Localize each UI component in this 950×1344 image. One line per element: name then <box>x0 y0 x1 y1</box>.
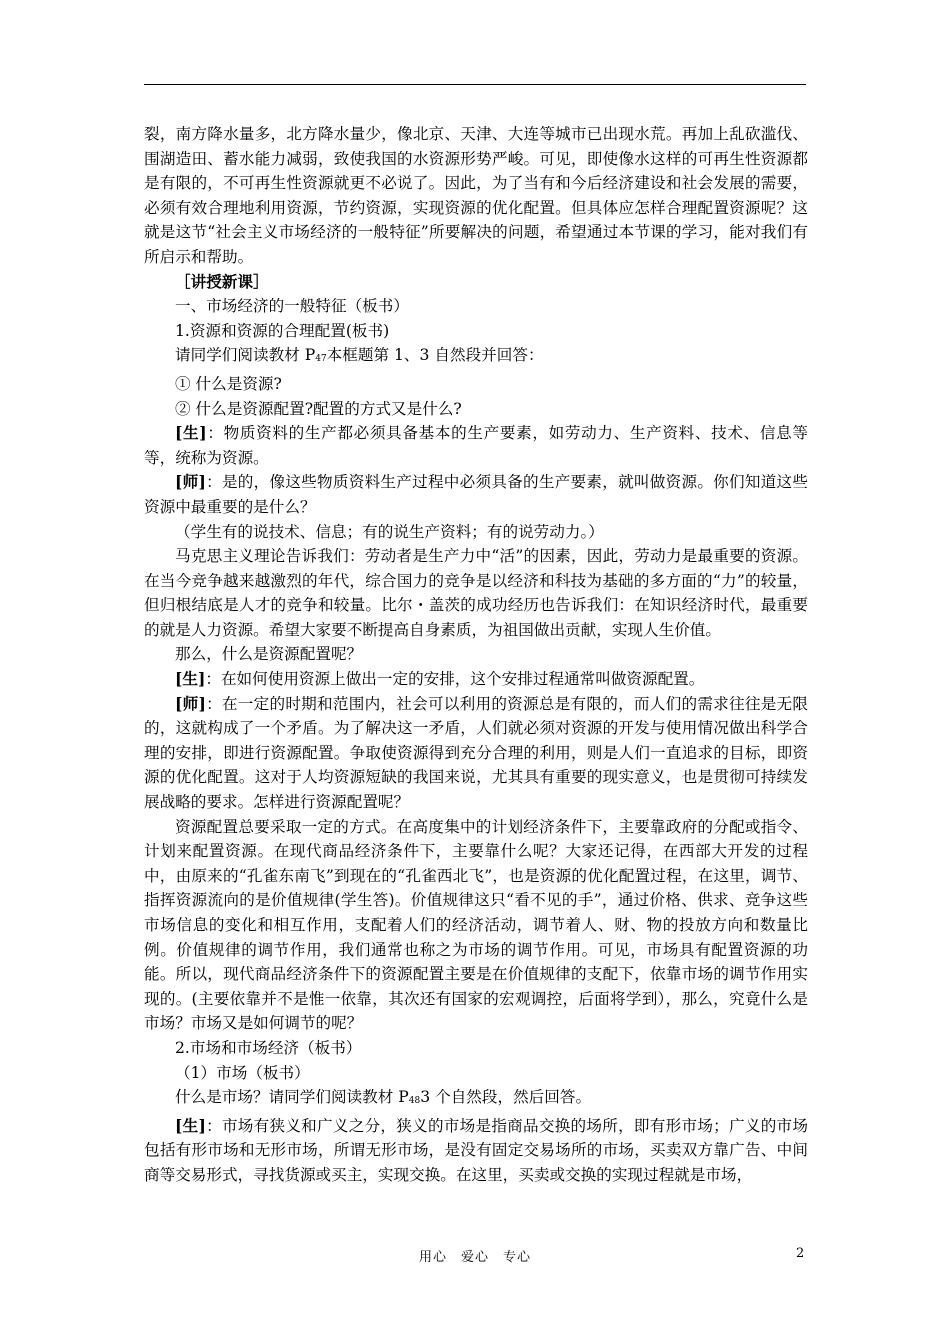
paragraph <box>144 544 808 642</box>
paragraph <box>144 270 808 295</box>
paragraph <box>144 692 808 815</box>
paragraph-text: 什么是市场？请同学们阅读教材 P <box>175 1088 409 1107</box>
subscript-text: 47 <box>315 354 327 365</box>
paragraph-text: ：在如何使用资源上做出一定的安排，这个安排过程通常叫做资源配置。 <box>205 670 705 689</box>
paragraph <box>144 815 808 1036</box>
paragraph <box>144 122 808 270</box>
paragraph <box>144 421 808 470</box>
paragraph <box>144 1114 808 1188</box>
paragraph-text: 2.市场和市场经济（板书） <box>175 1038 362 1057</box>
paragraph-text: [生] <box>175 669 206 689</box>
document-body <box>144 122 808 1188</box>
paragraph-text: 资源配置总要采取一定的方式。在高度集中的计划经济条件下，主要靠政府的分配或指令、计划来配置资源。在现代商品经济条件下，主要靠什么呢？大家还记得，在西部大开发的过程中，由原来的“孔雀东南飞”到现在的“孔雀西北飞”，也是资源的优化配置过程，在这里，调节、指挥资源流向的是价值规律(学生答)。价值规律这只“看不见的手”，通过价格、供求、竞争这些市场信息的变化和相互作用，支配着人们的经济活动，调节着人、财、物的投放方向和数量比例。价值规律的调节作用，我们通常也称之为市场的调节作用。可见，市场具有配置资源的功能。所以，现代商品经济条件下的资源配置主要是在价值规律的支配下，依靠市场的调节作用实现的。(主要依靠并不是惟一依靠，其次还有国家的宏观调控，后面将学到），那么，究竟什么是市场？市场又是如何调节的呢？ <box>144 817 808 1033</box>
paragraph <box>144 520 808 545</box>
paragraph-text: （1）市场（板书） <box>175 1063 310 1082</box>
paragraph-text: ：在一定的时期和范围内，社会可以利用的资源总是有限的，而人们的需求往往是无限的，这就构成了一个矛盾。为了解决这一矛盾，人们就必须对资源的开发与使用情况做出科学合理的安排，即进行资源配置。争取使资源得到充分合理的利用，则是人们一直追求的目标，即资源的优化配置。这对于人均资源短缺的我国来说，尤其具有重要的现实意义，也是贯彻可持续发展战略的要求。怎样进行资源配置呢？ <box>144 694 808 812</box>
paragraph-text: （学生有的说技术、信息；有的说生产资料；有的说劳动力。） <box>175 522 604 541</box>
paragraph <box>144 1036 808 1061</box>
paragraph-text: [生] <box>175 423 207 443</box>
paragraph-text: 裂，南方降水量多，北方降水量少，像北京、天津、大连等城市已出现水荒。再加上乱砍滥伐、围湖造田、蓄水能力减弱，致使我国的水资源形势严峻。可见，即使像水这样的可再生性资源都是有限的，不可再生性资源就更不必说了。因此，为了当有和今后经济建设和社会发展的需要，必须有效合理地利用资源，节约资源，实现资源的优化配置。但具体应怎样合理配置资源呢？这就是这节“社会主义市场经济的一般特征”所要解决的问题，希望通过本节课的学习，能对我们有所启示和帮助。 <box>144 125 808 266</box>
paragraph-text: 请同学们阅读教材 P <box>175 346 316 365</box>
paragraph-text: ：市场有狭义和广义之分，狭义的市场是指商品交换的场所，即有形市场；广义的市场包括有形市场和无形市场，所谓无形市场，是没有固定交易场所的市场，买卖双方靠广告、中间商等交易形式，寻找货源或买主，实现交换。在这里，买卖或交换的实现过程就是市场， <box>144 1116 808 1184</box>
paragraph-text: ［讲授新课］ <box>175 271 269 291</box>
paragraph <box>144 294 808 319</box>
paragraph-text: 本框题第 1、3 自然段并回答： <box>326 346 544 365</box>
paragraph-text: ② 什么是资源配置?配置的方式又是什么? <box>175 399 462 418</box>
paragraph <box>144 1061 808 1086</box>
paragraph-text: [师] <box>175 472 206 492</box>
paragraph-text: 1.资源和资源的合理配置(板书) <box>175 321 390 340</box>
paragraph <box>144 372 808 397</box>
paragraph <box>144 1085 808 1114</box>
paragraph <box>144 667 808 692</box>
paragraph-text: 3 个自然段，然后回答。 <box>420 1088 592 1107</box>
page-number: 2 <box>796 1246 805 1261</box>
paragraph-text: ：是的，像这些物质资料生产过程中必须具备的生产要素，就叫做资源。你们知道这些资源中最重要的是什么？ <box>144 473 808 516</box>
paragraph <box>144 343 808 372</box>
paragraph-text: 那么，什么是资源配置呢？ <box>175 645 363 664</box>
paragraph <box>144 642 808 667</box>
subscript-text: 48 <box>408 1096 421 1107</box>
paragraph-text: ① 什么是资源? <box>175 374 282 393</box>
header-rule <box>144 84 806 85</box>
paragraph-text: [生] <box>175 1115 206 1135</box>
paragraph-text: 马克思主义理论告诉我们：劳动者是生产力中“活”的因素，因此，劳动力是最重要的资源。在当今竞争越来越激烈的年代，综合国力的竞争是以经济和科技为基础的多方面的“力”的较量，但归根结底是人才的竞争和较量。比尔・盖茨的成功经历也告诉我们：在知识经济时代，最重要的就是人力资源。希望大家要不断提高自身素质，为祖国做出贡献，实现人生价值。 <box>144 547 808 639</box>
paragraph <box>144 397 808 422</box>
paragraph <box>144 319 808 344</box>
paragraph <box>144 470 808 519</box>
paragraph-text: ：物质资料的生产都必须具备基本的生产要素，如劳动力、生产资料、技术、信息等等，统称为资源。 <box>144 424 808 467</box>
footer-text: 用心 爱心 专心 <box>418 1250 531 1265</box>
paragraph-text: [师] <box>175 693 206 713</box>
paragraph-text: 一、市场经济的一般特征（板书） <box>175 297 409 316</box>
